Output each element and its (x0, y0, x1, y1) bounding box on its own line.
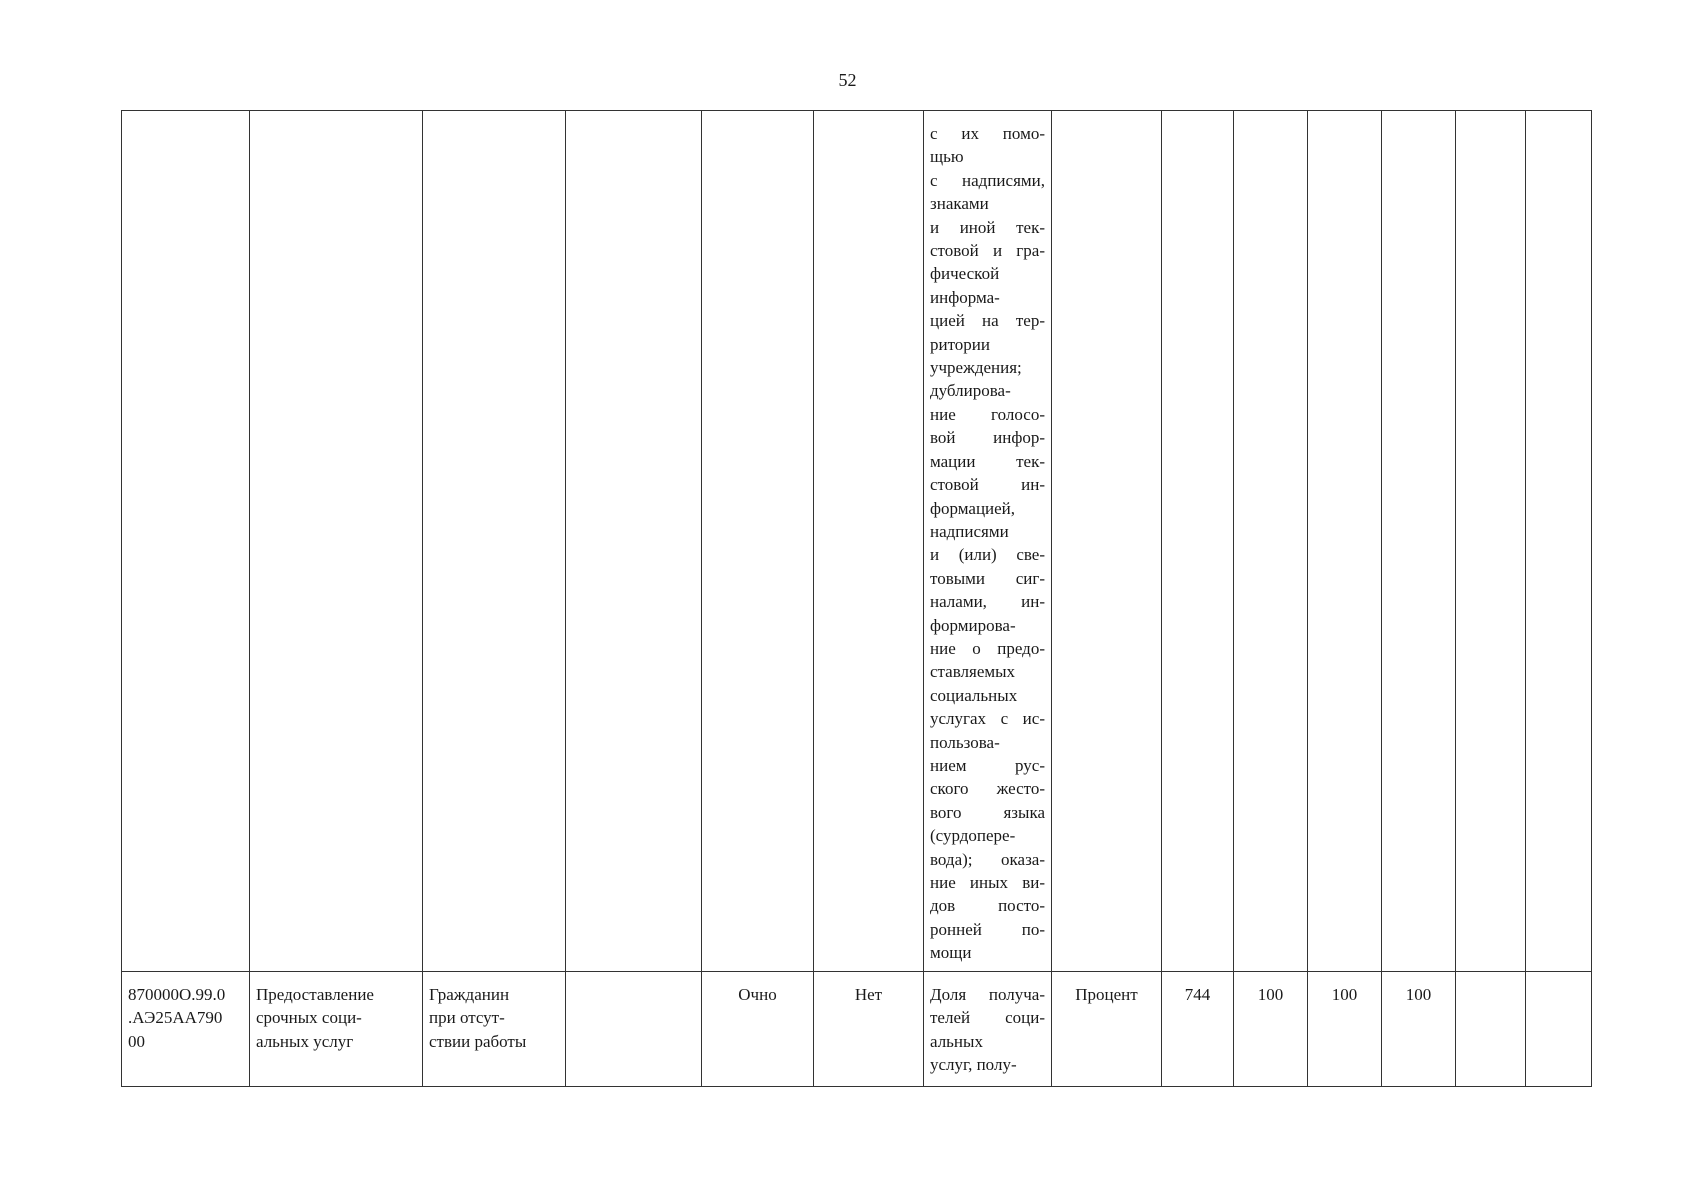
text-line: вода); оказа- (930, 849, 1045, 869)
text-line: нием рус- (930, 755, 1045, 775)
text-line: 00 (128, 1031, 145, 1051)
text-line: и (или) све- (930, 545, 1045, 565)
text-line: ритории (930, 334, 990, 354)
text-line: услугах с ис- (930, 709, 1045, 729)
cell-col14 (1526, 111, 1592, 972)
text-line: социальных (930, 685, 1018, 705)
cell-unit (1052, 111, 1162, 972)
text-line: ского жесто- (930, 779, 1045, 799)
text-line: и иной тек- (930, 217, 1045, 237)
table-row (122, 972, 1592, 1087)
text-line: мощи (930, 943, 972, 963)
table-row (122, 111, 1592, 972)
cell-flag: Нет (814, 972, 924, 1087)
cell-service (250, 111, 423, 972)
cell-okei: 744 (1162, 972, 1234, 1087)
text-line: вой инфор- (930, 428, 1045, 448)
text-line: с надписями, (930, 170, 1045, 190)
text-line: Доля получа- (930, 985, 1045, 1004)
cell-value-3: 100 (1382, 972, 1456, 1087)
text-line: срочных соци- (256, 1008, 362, 1028)
service-name (256, 983, 416, 1053)
cell-unit: Процент (1052, 972, 1162, 1087)
cell-recipient (423, 111, 566, 972)
indicator-text (930, 122, 1045, 965)
text-line: фической (930, 264, 1000, 284)
cell-value-1 (1234, 111, 1308, 972)
text-line: информа- (930, 287, 1000, 307)
services-table (121, 110, 1592, 1087)
text-line: налами, ин- (930, 592, 1045, 612)
cell-col13 (1456, 111, 1526, 972)
text-line: ние о предо- (930, 638, 1045, 658)
indicator-text (930, 983, 1045, 1077)
text-line: товыми сиг- (930, 568, 1045, 588)
text-line: пользова- (930, 732, 1000, 752)
text-line: Предоставление (256, 985, 374, 1004)
text-line: ние голосо- (930, 404, 1045, 424)
registry-code (128, 983, 243, 1053)
cell-value-2 (1308, 111, 1382, 972)
text-line: услуг, полу- (930, 1055, 1017, 1075)
cell-code (122, 111, 250, 972)
text-line: цией на тер- (930, 311, 1045, 331)
text-line: ронней по- (930, 919, 1045, 939)
text-line: вого языка (930, 802, 1045, 822)
cell-value-2: 100 (1308, 972, 1382, 1087)
text-line: 870000О.99.0 (128, 985, 226, 1004)
text-line: .АЭ25АА790 (128, 1008, 223, 1028)
text-line: щью (930, 147, 964, 167)
text-line: знаками (930, 194, 989, 214)
text-line: альных услуг (256, 1031, 354, 1051)
cell-col13 (1456, 972, 1526, 1087)
cell-flag (814, 111, 924, 972)
cell-form: Очно (702, 972, 814, 1087)
text-line: альных (930, 1031, 983, 1051)
cell-value-1: 100 (1234, 972, 1308, 1087)
text-line: при отсут- (429, 1008, 505, 1028)
text-line: дублирова- (930, 381, 1011, 401)
text-line: учреждения; (930, 358, 1022, 378)
text-line: телей соци- (930, 1008, 1045, 1028)
text-line: формацией, (930, 498, 1016, 518)
cell-form (702, 111, 814, 972)
text-line: мации тек- (930, 451, 1045, 471)
cell-value-3 (1382, 111, 1456, 972)
text-line: Гражданин (429, 985, 510, 1004)
text-line: стовой ин- (930, 475, 1045, 495)
text-line: ставляемых (930, 662, 1016, 682)
cell-col14 (1526, 972, 1592, 1087)
recipient-category (429, 983, 559, 1053)
cell-col4 (566, 972, 702, 1087)
text-line: ствии работы (429, 1031, 527, 1051)
cell-indicator (924, 972, 1052, 1087)
cell-okei (1162, 111, 1234, 972)
cell-recipient (423, 972, 566, 1087)
text-line: формирова- (930, 615, 1016, 635)
cell-service (250, 972, 423, 1087)
cell-code (122, 972, 250, 1087)
text-line: (сурдопере- (930, 826, 1016, 846)
cell-col4 (566, 111, 702, 972)
text-line: ние иных ви- (930, 873, 1045, 892)
text-line: стовой и гра- (930, 241, 1045, 261)
cell-indicator (924, 111, 1052, 972)
text-line: надписями (930, 521, 1009, 541)
text-line: дов посто- (930, 896, 1045, 916)
text-line: с их помо- (930, 124, 1045, 143)
page-number: 52 (838, 70, 857, 90)
